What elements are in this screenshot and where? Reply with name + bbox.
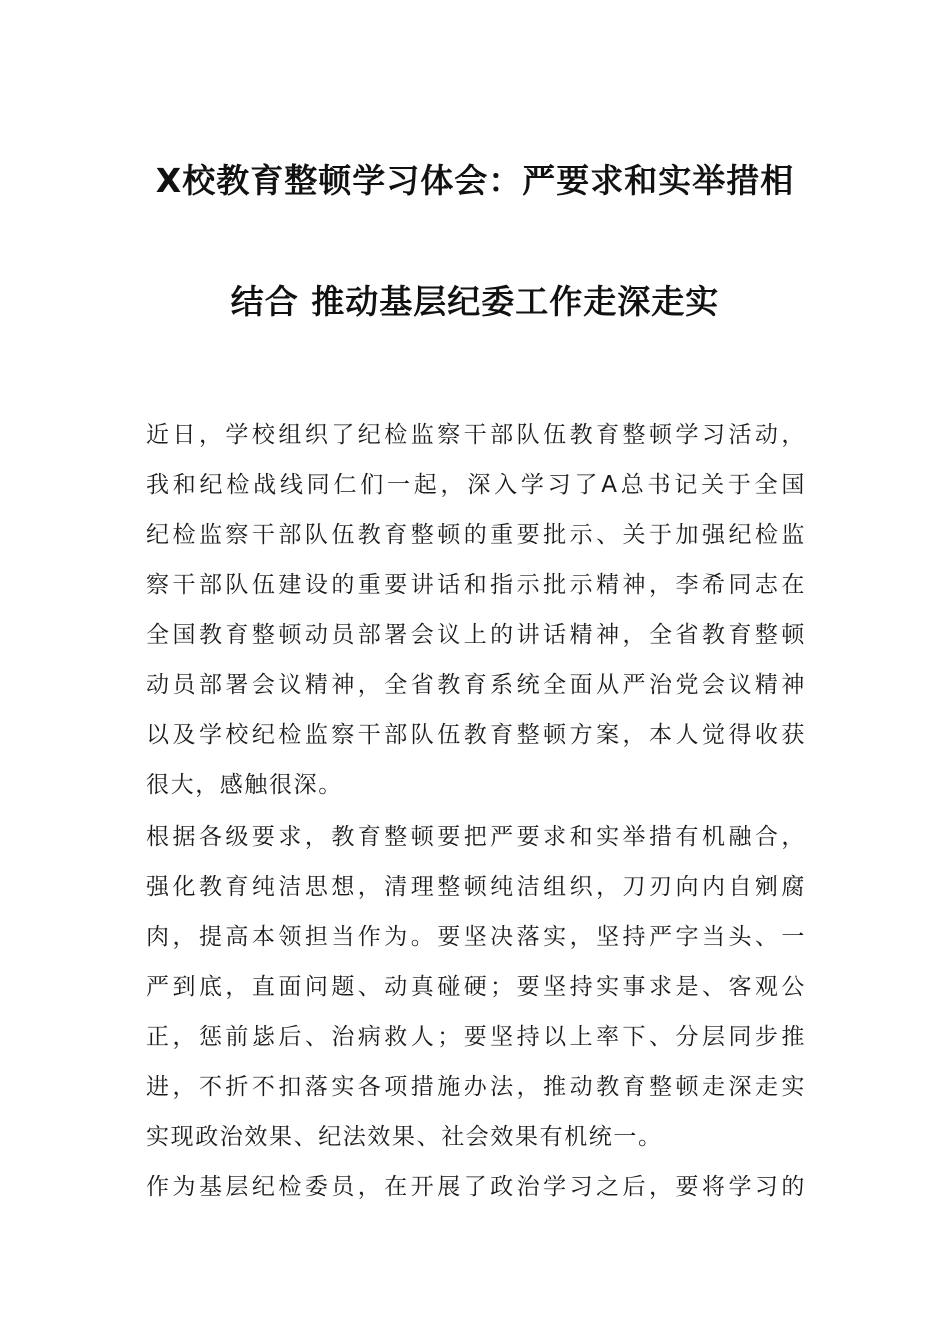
paragraph-1-line-4: 察干部队伍建设的重要讲话和指示批示精神，李希同志在 bbox=[146, 572, 806, 598]
document-title-line-1: X校教育整顿学习体会：严要求和实举措相 bbox=[155, 161, 795, 200]
paragraph-1-line-5: 全国教育整顿动员部署会议上的讲话精神，全省教育整顿 bbox=[146, 622, 806, 648]
paragraph-1-line-8: 很大，感触很深。 bbox=[146, 772, 343, 798]
paragraph-2-line-3: 肉，提高本领担当作为。要坚决落实，坚持严字当头、一 bbox=[146, 924, 806, 950]
paragraph-2-line-5: 正，惩前毖后、治病救人；要坚持以上率下、分层同步推 bbox=[146, 1024, 806, 1050]
paragraph-1-line-7: 以及学校纪检监察干部队伍教育整顿方案，本人觉得收获 bbox=[146, 722, 806, 748]
paragraph-2-line-7: 实现政治效果、纪法效果、社会效果有机统一。 bbox=[146, 1124, 663, 1150]
paragraph-2-line-1: 根据各级要求，教育整顿要把严要求和实举措有机融合， bbox=[146, 824, 806, 850]
paragraph-2-line-4: 严到底，直面问题、动真碰硬；要坚持实事求是、客观公 bbox=[146, 974, 806, 1000]
paragraph-1-line-3: 纪检监察干部队伍教育整顿的重要批示、关于加强纪检监 bbox=[146, 522, 806, 548]
paragraph-1-line-2: 我和纪检战线同仁们一起，深入学习了A总书记关于全国 bbox=[146, 472, 806, 498]
document-title-line-2: 结合 推动基层纪委工作走深走实 bbox=[230, 282, 720, 321]
paragraph-2-line-6: 进，不折不扣落实各项措施办法，推动教育整顿走深走实 bbox=[146, 1074, 806, 1100]
paragraph-1-line-6: 动员部署会议精神，全省教育系统全面从严治党会议精神 bbox=[146, 672, 806, 698]
paragraph-2-line-2: 强化教育纯洁思想，清理整顿纯洁组织，刀刃向内自剜腐 bbox=[146, 874, 806, 900]
paragraph-1-line-1: 近日，学校组织了纪检监察干部队伍教育整顿学习活动， bbox=[146, 422, 806, 448]
paragraph-3-line-1: 作为基层纪检委员，在开展了政治学习之后，要将学习的 bbox=[146, 1174, 806, 1200]
